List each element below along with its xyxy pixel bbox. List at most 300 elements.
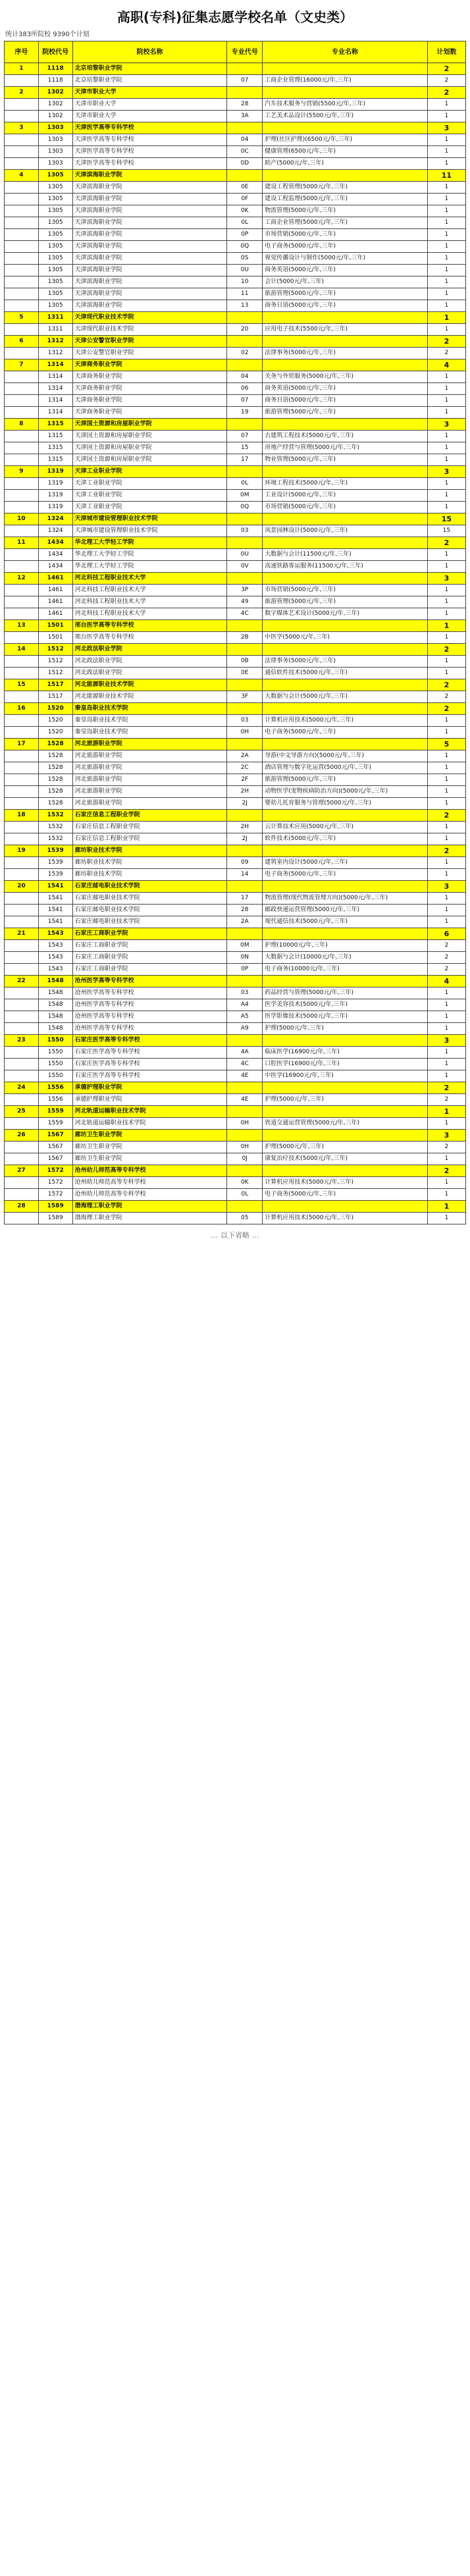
cell-seq (5, 134, 39, 146)
cell-seq: 7 (5, 359, 39, 371)
major-row (5, 253, 466, 265)
major-row (5, 158, 466, 170)
cell-major-code: 0N (227, 952, 263, 964)
cell-major-code: 4C (227, 608, 263, 620)
cell-code: 1305 (38, 276, 72, 288)
cell-name: 石家庄医学高等专科学校 (72, 1059, 227, 1070)
cell-major-code: 49 (227, 596, 263, 608)
cell-code: 1319 (38, 478, 72, 490)
cell-plan: 1 (427, 656, 465, 668)
major-row (5, 632, 466, 644)
school-row (5, 359, 466, 371)
cell-code: 1528 (38, 762, 72, 774)
cell-major: 旅游管理(5000元/年,三年) (263, 288, 428, 300)
major-row (5, 348, 466, 359)
cell-plan: 1 (427, 857, 465, 869)
cell-code: 1315 (38, 419, 72, 431)
cell-seq: 25 (5, 1106, 39, 1118)
school-row (5, 739, 466, 750)
cell-major-code: 2J (227, 798, 263, 810)
cell-seq: 2 (5, 87, 39, 99)
cell-plan: 1 (427, 632, 465, 644)
page (0, 0, 470, 1246)
cell-name: 天津滨海职业学院 (72, 205, 227, 217)
cell-major: 关务与外贸服务(5000元/年,三年) (263, 371, 428, 383)
school-row (5, 1165, 466, 1177)
cell-major (263, 87, 428, 99)
cell-major: 邮政快递运营管理(5000元/年,三年) (263, 905, 428, 916)
cell-major: 数字媒体艺术设计(5000元/年,三年) (263, 608, 428, 620)
cell-plan: 1 (427, 502, 465, 513)
cell-major-code: 06 (227, 383, 263, 395)
cell-seq (5, 940, 39, 952)
cell-code: 1501 (38, 620, 72, 632)
cell-major-code (227, 63, 263, 75)
cell-plan: 1 (427, 1011, 465, 1023)
cell-major-code (227, 1201, 263, 1213)
cell-code: 1305 (38, 170, 72, 182)
cell-major-code (227, 1130, 263, 1142)
cell-major (263, 810, 428, 822)
cell-major (263, 1082, 428, 1094)
cell-major: 会计(5000元/年,三年) (263, 276, 428, 288)
major-row (5, 75, 466, 87)
cell-name: 河北轨道运输职业技术学院 (72, 1106, 227, 1118)
school-row (5, 845, 466, 857)
cell-major-code (227, 810, 263, 822)
cell-major (263, 312, 428, 324)
cell-plan: 1 (427, 241, 465, 253)
cell-plan: 2 (427, 845, 465, 857)
cell-major: 医学美容技术(5000元/年,三年) (263, 999, 428, 1011)
cell-seq: 19 (5, 845, 39, 857)
cell-plan: 1 (427, 822, 465, 833)
cell-name: 沧州幼儿师范高等专科学校 (72, 1165, 227, 1177)
cell-major-code: 2F (227, 774, 263, 786)
cell-code: 1461 (38, 573, 72, 585)
major-row (5, 857, 466, 869)
cell-plan: 1 (427, 585, 465, 596)
cell-major: 商务英语(5000元/年,三年) (263, 265, 428, 276)
cell-major: 大数据与会计(11500元/年,三年) (263, 549, 428, 561)
school-row (5, 419, 466, 431)
cell-code: 1461 (38, 608, 72, 620)
cell-code: 1512 (38, 668, 72, 679)
major-row (5, 952, 466, 964)
cell-name: 天津滨海职业学院 (72, 253, 227, 265)
cell-name: 秦皇岛职业技术学院 (72, 703, 227, 715)
cell-major-code: 0H (227, 1118, 263, 1130)
cell-plan: 2 (427, 1142, 465, 1153)
cell-major: 应用电子技术(5500元/年,三年) (263, 324, 428, 336)
cell-major: 建设工程监理(5000元/年,三年) (263, 194, 428, 205)
cell-major-code: 07 (227, 75, 263, 87)
cell-seq (5, 1177, 39, 1189)
cell-major (263, 679, 428, 691)
major-row (5, 241, 466, 253)
cell-name: 北京培黎职业学院 (72, 75, 227, 87)
cell-major (263, 170, 428, 182)
cell-major (263, 703, 428, 715)
cell-major: 电子商务(5000元/年,三年) (263, 727, 428, 739)
cell-code: 1520 (38, 727, 72, 739)
cell-seq (5, 656, 39, 668)
cell-code: 1550 (38, 1070, 72, 1082)
cell-plan: 1 (427, 1023, 465, 1035)
school-row (5, 87, 466, 99)
header-name: 院校名称 (72, 41, 227, 63)
cell-name: 沧州幼儿师范高等专科学校 (72, 1189, 227, 1201)
cell-major-code: 2H (227, 786, 263, 798)
cell-name: 沧州医学高等专科学校 (72, 1011, 227, 1023)
cell-seq (5, 217, 39, 229)
cell-plan: 2 (427, 703, 465, 715)
cell-code: 1572 (38, 1189, 72, 1201)
cell-seq (5, 241, 39, 253)
cell-name: 天津商务职业学院 (72, 371, 227, 383)
cell-plan: 2 (427, 63, 465, 75)
cell-seq (5, 561, 39, 573)
cell-seq: 18 (5, 810, 39, 822)
cell-major: 建设工程管理(5000元/年,三年) (263, 182, 428, 194)
cell-major-code: 0M (227, 490, 263, 502)
major-row (5, 1142, 466, 1153)
cell-seq (5, 762, 39, 774)
cell-name: 石家庄工商职业学院 (72, 940, 227, 952)
cell-major: 电子商务(5000元/年,三年) (263, 241, 428, 253)
cell-major: 中医学(16900元/年,三年) (263, 1070, 428, 1082)
cell-name: 河北旅游职业学院 (72, 774, 227, 786)
cell-code: 1312 (38, 348, 72, 359)
cell-plan: 1 (427, 893, 465, 905)
major-row (5, 324, 466, 336)
cell-seq (5, 194, 39, 205)
school-row (5, 1082, 466, 1094)
cell-code: 1556 (38, 1094, 72, 1106)
cell-major: 旅游管理(5000元/年,三年) (263, 596, 428, 608)
cell-plan: 1 (427, 442, 465, 454)
header-major: 专业名称 (263, 41, 428, 63)
cell-seq (5, 916, 39, 928)
cell-major: 工商企业管理(16000元/年,三年) (263, 75, 428, 87)
cell-plan: 2 (427, 537, 465, 549)
cell-name: 河北科技工程职业技术大学 (72, 585, 227, 596)
cell-major-code (227, 1106, 263, 1118)
cell-major-code: 0L (227, 478, 263, 490)
school-row (5, 881, 466, 893)
cell-code: 1512 (38, 656, 72, 668)
cell-code: 1532 (38, 822, 72, 833)
cell-plan: 15 (427, 525, 465, 537)
cell-major: 商务日语(5000元/年,三年) (263, 300, 428, 312)
cell-seq: 1 (5, 63, 39, 75)
cell-seq (5, 857, 39, 869)
major-row (5, 668, 466, 679)
cell-major-code (227, 703, 263, 715)
cell-major-code: 4C (227, 1059, 263, 1070)
cell-major-code: 07 (227, 395, 263, 407)
cell-plan: 1 (427, 905, 465, 916)
cell-major: 汽车技术服务与营销(5500元/年,三年) (263, 99, 428, 111)
cell-plan: 1 (427, 596, 465, 608)
cell-seq (5, 371, 39, 383)
major-row (5, 407, 466, 419)
cell-major-code (227, 1082, 263, 1094)
cell-name: 沧州幼儿师范高等专科学校 (72, 1177, 227, 1189)
cell-code: 1517 (38, 691, 72, 703)
cell-plan: 2 (427, 810, 465, 822)
cell-code: 1548 (38, 1023, 72, 1035)
cell-name: 北京培黎职业学院 (72, 63, 227, 75)
cell-name: 河北轨道运输职业技术学院 (72, 1118, 227, 1130)
cell-major (263, 881, 428, 893)
cell-seq (5, 1023, 39, 1035)
cell-code: 1532 (38, 833, 72, 845)
cell-major: 房地产经营与管理(5000元/年,三年) (263, 442, 428, 454)
cell-major: 导游(中文导游方向)(5000元/年,三年) (263, 750, 428, 762)
cell-major: 风景园林设计(5000元/年,三年) (263, 525, 428, 537)
cell-code: 1520 (38, 703, 72, 715)
major-row (5, 987, 466, 999)
cell-major-code: 4E (227, 1094, 263, 1106)
cell-code: 1512 (38, 644, 72, 656)
cell-major-code: 2A (227, 916, 263, 928)
major-row (5, 182, 466, 194)
school-row (5, 63, 466, 75)
cell-major-code: 3P (227, 585, 263, 596)
cell-plan: 1 (427, 134, 465, 146)
cell-name: 天津滨海职业学院 (72, 265, 227, 276)
cell-name: 沧州医学高等专科学校 (72, 1023, 227, 1035)
major-row (5, 1189, 466, 1201)
cell-seq (5, 383, 39, 395)
cell-name: 石家庄邮电职业技术学院 (72, 881, 227, 893)
cell-code: 1539 (38, 845, 72, 857)
major-row (5, 774, 466, 786)
cell-major-code: 0E (227, 668, 263, 679)
cell-code: 1324 (38, 513, 72, 525)
cell-seq (5, 715, 39, 727)
cell-seq (5, 229, 39, 241)
cell-seq (5, 1011, 39, 1023)
cell-plan: 2 (427, 1082, 465, 1094)
cell-seq: 28 (5, 1201, 39, 1213)
cell-code: 1315 (38, 431, 72, 442)
major-row (5, 431, 466, 442)
cell-major: 动物医学(宠物疾病防治方向)(5000元/年,三年) (263, 786, 428, 798)
cell-name: 天津医学高等专科学校 (72, 146, 227, 158)
cell-name: 石家庄工商职业学院 (72, 952, 227, 964)
cell-code: 1532 (38, 810, 72, 822)
cell-major: 法律事务(5000元/年,三年) (263, 348, 428, 359)
page-title: 高职(专科)征集志愿学校名单（文史类） (117, 9, 353, 25)
cell-name: 天津滨海职业学院 (72, 182, 227, 194)
cell-plan: 1 (427, 431, 465, 442)
major-row (5, 383, 466, 395)
school-row (5, 1130, 466, 1142)
cell-seq (5, 632, 39, 644)
cell-plan: 15 (427, 513, 465, 525)
cell-major: 高速铁路客运服务(11500元/年,三年) (263, 561, 428, 573)
cell-plan: 1 (427, 608, 465, 620)
cell-name: 廊坊职业技术学院 (72, 857, 227, 869)
cell-seq: 6 (5, 336, 39, 348)
cell-seq (5, 893, 39, 905)
cell-seq (5, 798, 39, 810)
cell-code: 1314 (38, 407, 72, 419)
cell-code: 1548 (38, 976, 72, 987)
major-row (5, 395, 466, 407)
cell-plan: 1 (427, 1177, 465, 1189)
cell-plan: 2 (427, 952, 465, 964)
cell-major-code (227, 644, 263, 656)
cell-code: 1556 (38, 1082, 72, 1094)
cell-plan: 1 (427, 182, 465, 194)
cell-code: 1567 (38, 1130, 72, 1142)
cell-seq (5, 324, 39, 336)
cell-name: 天津公安警官职业学院 (72, 348, 227, 359)
cell-name: 天津公安警官职业学院 (72, 336, 227, 348)
cell-plan: 2 (427, 964, 465, 976)
cell-major (263, 928, 428, 940)
cell-major: 护理(5000元/年,三年) (263, 1142, 428, 1153)
cell-major: 云计算技术应用(5000元/年,三年) (263, 822, 428, 833)
cell-name: 石家庄工商职业学院 (72, 928, 227, 940)
major-row (5, 490, 466, 502)
table-header (5, 41, 466, 63)
cell-seq (5, 1189, 39, 1201)
cell-seq: 24 (5, 1082, 39, 1094)
major-row (5, 999, 466, 1011)
cell-code: 1559 (38, 1118, 72, 1130)
cell-code: 1589 (38, 1201, 72, 1213)
cell-major: 商务英语(5000元/年,三年) (263, 383, 428, 395)
cell-plan: 1 (427, 490, 465, 502)
cell-plan: 1 (427, 217, 465, 229)
cell-major-code: 0F (227, 194, 263, 205)
header-seq: 序号 (5, 41, 39, 63)
cell-seq: 22 (5, 976, 39, 987)
cell-major-code: 11 (227, 288, 263, 300)
cell-code: 1305 (38, 253, 72, 265)
cell-major (263, 336, 428, 348)
major-row (5, 99, 466, 111)
cell-seq (5, 407, 39, 419)
major-row (5, 111, 466, 122)
major-row (5, 916, 466, 928)
cell-name: 天津商务职业学院 (72, 395, 227, 407)
cell-code: 1314 (38, 359, 72, 371)
cell-major-code: 0K (227, 205, 263, 217)
cell-plan: 4 (427, 976, 465, 987)
cell-major: 古建筑工程技术(5000元/年,三年) (263, 431, 428, 442)
school-row (5, 466, 466, 478)
cell-name: 天津滨海职业学院 (72, 194, 227, 205)
major-row (5, 893, 466, 905)
major-row (5, 656, 466, 668)
header-code: 院校代号 (38, 41, 72, 63)
cell-code: 1312 (38, 336, 72, 348)
cell-seq (5, 478, 39, 490)
cell-major: 通信软件技术(5000元/年,三年) (263, 668, 428, 679)
major-row (5, 905, 466, 916)
cell-seq (5, 395, 39, 407)
cell-plan: 1 (427, 395, 465, 407)
cell-major-code: 05 (227, 1213, 263, 1224)
cell-name: 河北能源职业技术学院 (72, 679, 227, 691)
cell-major-code: 0H (227, 727, 263, 739)
cell-major-code: 17 (227, 454, 263, 466)
major-row (5, 229, 466, 241)
cell-major: 康复治疗技术(5000元/年,三年) (263, 1153, 428, 1165)
cell-code: 1550 (38, 1059, 72, 1070)
cell-major-code: 17 (227, 893, 263, 905)
cell-name: 华北理工大学轻工学院 (72, 561, 227, 573)
cell-plan: 2 (427, 348, 465, 359)
cell-code: 1305 (38, 265, 72, 276)
cell-code: 1520 (38, 715, 72, 727)
cell-name: 渤海理工职业学院 (72, 1213, 227, 1224)
cell-code: 1434 (38, 537, 72, 549)
cell-seq: 16 (5, 703, 39, 715)
major-row (5, 596, 466, 608)
cell-plan: 2 (427, 87, 465, 99)
cell-seq (5, 442, 39, 454)
cell-seq (5, 1153, 39, 1165)
cell-name: 天津商务职业学院 (72, 407, 227, 419)
cell-name: 天津工业职业学院 (72, 466, 227, 478)
cell-name: 天津医学高等专科学校 (72, 134, 227, 146)
cell-major-code: 02 (227, 348, 263, 359)
cell-name: 天津医学高等专科学校 (72, 158, 227, 170)
cell-major: 护理(5000元/年,三年) (263, 1094, 428, 1106)
cell-name: 天津滨海职业学院 (72, 170, 227, 182)
cell-code: 1303 (38, 122, 72, 134)
school-row (5, 703, 466, 715)
cell-major-code: 0P (227, 229, 263, 241)
cell-name: 天津滨海职业学院 (72, 229, 227, 241)
school-row (5, 312, 466, 324)
cell-code: 1572 (38, 1165, 72, 1177)
cell-major: 铁道交通运营管理(5000元/年,三年) (263, 1118, 428, 1130)
cell-major-code: 2B (227, 632, 263, 644)
cell-major-code: 19 (227, 407, 263, 419)
cell-plan: 4 (427, 359, 465, 371)
cell-name: 天津滨海职业学院 (72, 241, 227, 253)
cell-code: 1461 (38, 596, 72, 608)
cell-major-code: 14 (227, 869, 263, 881)
header-major-code: 专业代号 (227, 41, 263, 63)
cell-code: 1528 (38, 750, 72, 762)
school-table (4, 41, 466, 1224)
cell-name: 廊坊职业技术学院 (72, 845, 227, 857)
cell-major: 电子商务(5000元/年,三年) (263, 869, 428, 881)
cell-seq (5, 1094, 39, 1106)
cell-plan: 1 (427, 869, 465, 881)
major-row (5, 798, 466, 810)
cell-major-code (227, 928, 263, 940)
cell-code: 1543 (38, 928, 72, 940)
cell-code: 1434 (38, 561, 72, 573)
cell-major (263, 466, 428, 478)
cell-name: 天津医学高等专科学校 (72, 122, 227, 134)
cell-name: 天津国土资源和房屋职业学院 (72, 419, 227, 431)
cell-plan: 1 (427, 194, 465, 205)
cell-seq (5, 999, 39, 1011)
cell-code: 1303 (38, 158, 72, 170)
cell-seq (5, 265, 39, 276)
cell-code: 1550 (38, 1035, 72, 1047)
